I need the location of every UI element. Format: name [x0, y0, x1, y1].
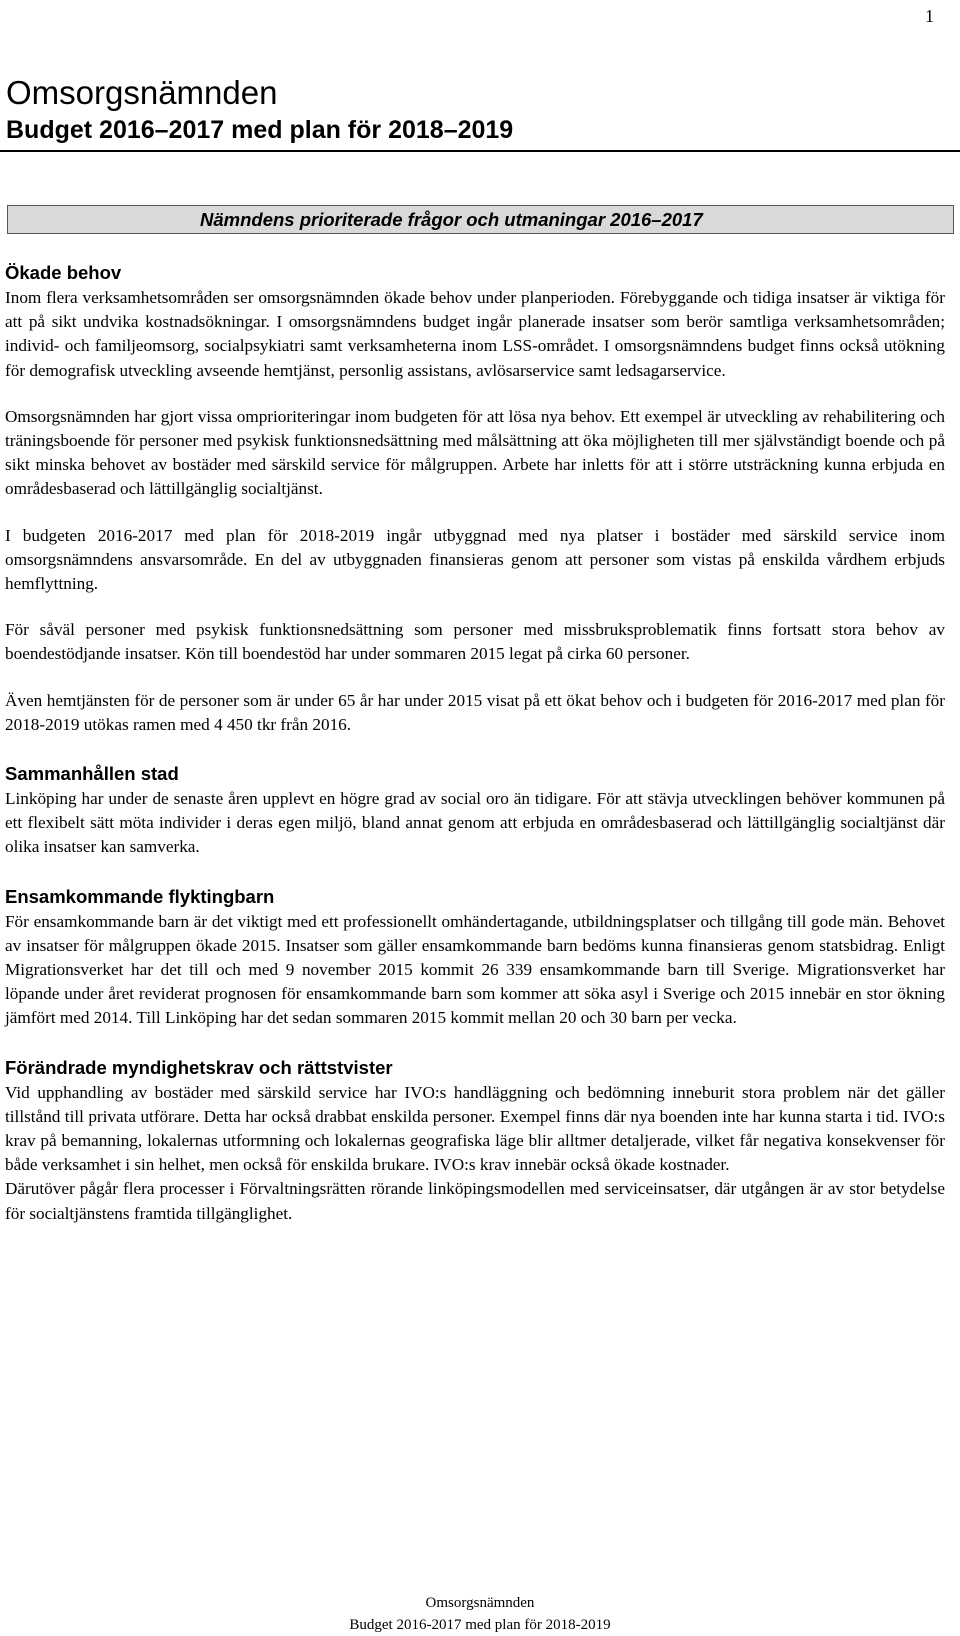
page-number: 1	[925, 6, 934, 26]
section-heading: Ensamkommande flyktingbarn	[5, 885, 275, 907]
paragraph: I budgeten 2016-2017 med plan för 2018-2019 ingår utbyggnad med nya platser i bostäder med särskild service inom omsorgsnämndens ansvarsområde. En del av utbyggnaden finansieras genom att personer som vistas på enskilda vårdhem erbjuds hemflyttning.	[5, 525, 945, 594]
paragraph: Inom flera verksamhetsområden ser omsorgsnämnden ökade behov under planperioden. Förebyggande och tidiga insatser är viktiga för att på sikt undvika kostnadsökningar. I omsorgsnämndens budget ingår planerade insatser som berör samtliga verksamhetsområden; individ- och familjeomsorg, socialpsykiatri samt verksamheterna inom LSS-området. I omsorgsnämndens budget finns också utökning för demografisk utveckling avseende hemtjänst, personlig assistans, avlösarservice samt ledsagarservice.	[5, 288, 945, 380]
document-subtitle: Budget 2016–2017 med plan för 2018–2019	[6, 116, 514, 144]
page-footer	[0, 1592, 960, 1636]
banner-text: Nämndens prioriterade frågor och utmaningar 2016–2017	[200, 209, 703, 230]
paragraph: För ensamkommande barn är det viktigt med ett professionellt omhändertagande, utbildningsplatser och tillgång till gode män. Behovet av insatser för målgruppen ökade 2015. Insatser som gäller ensamkommande barn bedöms kunna finansieras genom statsbidrag. Enligt Migrationsverket har det till och med 9 november 2015 kommit 26 339 ensamkommande barn till Sverige. Migrationsverket har löpande under året reviderat prognosen för ensamkommande barn som kommer att söka asyl i Sverige och 2015 innebär en stor ökning jämfört med 2014. Till Linköping har det sedan sommaren 2015 kommit mellan 20 och 30 barn per vecka.	[5, 911, 945, 1028]
paragraph: För såväl personer med psykisk funktionsnedsättning som personer med missbruksproblematik finns fortsatt stora behov av boendestödjande insatser. Kön till boendestöd har under sommaren 2015 legat på cirka 60 personer.	[5, 620, 945, 664]
paragraph: Omsorgsnämnden har gjort vissa omprioriteringar inom budgeten för att lösa nya behov. Ett exempel är utveckling av rehabilitering och träningsboende för personer med psykisk funktionsnedsättning med målsättning att öka möjligheten till mer självständigt boende och på sikt minska behovet av bostäder med särskild service för målgruppen. Arbete har inletts för att i större utsträckning kunna erbjuda en områdesbaserad och lättillgänglig socialtjänst.	[5, 406, 945, 499]
section-heading: Sammanhållen stad	[5, 763, 179, 785]
paragraph: Linköping har under de senaste åren upplevt en högre grad av social oro än tidigare. För att stävja utvecklingen behöver kommunen på ett flexibelt sätt möta individer i deras egen miljö, bland annat genom att erbjuda en områdesbaserad och lättillgänglig socialtjänst där olika insatser kan samverka.	[5, 789, 945, 857]
document-title: Omsorgsnämnden	[6, 74, 278, 111]
section-sammanhallen-stad	[5, 763, 945, 860]
section-heading: Förändrade myndighetskrav och rättstvister	[5, 1056, 393, 1078]
document-body	[5, 262, 945, 1252]
paragraph: Vid upphandling av bostäder med särskild service har IVO:s handläggning och bedömning inneburit stora problem när det gäller tillstånd till privata utförare. Detta har också drabbat enskilda personer. Exempel finns där nya boenden inte har kunna starta i tid. IVO:s krav på bemanning, lokalernas utformning och lokalernas geografiska läge blir alltmer detaljerade, vilket får negativa konsekvenser för både verksamhet i sin helhet, men också för enskilda brukare. IVO:s krav innebär också ökade kostnader.	[5, 1082, 945, 1175]
paragraph: Därutöver pågår flera processer i Förvaltningsrätten rörande linköpingsmodellen med serviceinsatser, där utgången är av stor betydelse för socialtjänstens framtida tillgänglighet.	[5, 1179, 945, 1223]
section-heading: Ökade behov	[5, 262, 122, 283]
priorities-banner	[7, 205, 954, 234]
footer-line-2: Budget 2016-2017 med plan för 2018-2019	[349, 1617, 611, 1633]
section-okade-behov	[5, 262, 945, 737]
paragraph: Även hemtjänsten för de personer som är under 65 år har under 2015 visat på ett ökat behov och i budgeten för 2016-2017 med plan för 2018-2019 utökas ramen med 4 450 tkr från 2016.	[5, 690, 945, 734]
title-divider	[0, 150, 960, 152]
section-forandrade-myndighetskrav	[5, 1057, 945, 1226]
footer-line-1: Omsorgsnämnden	[425, 1595, 535, 1611]
section-ensamkommande-flyktingbarn	[5, 886, 945, 1031]
